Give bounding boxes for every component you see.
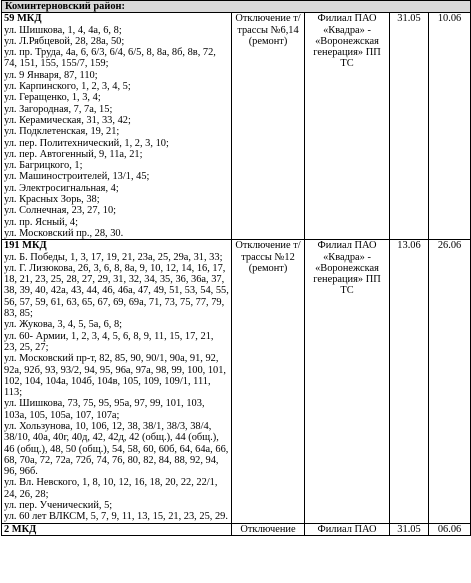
street-entry: ул. Багрицкого, 1; [4,160,83,172]
street-entry: ул. Красных Зорь, 38; [4,194,100,206]
street-entry: ул. 60- Армии, 1, 2, 3, 4, 5, 6, 8, 9, 11, 15, 17, 21, 23, 25, 27; [4,330,214,353]
end-date: 26.06 [429,240,471,523]
organization: Филиал ПАО «Квадра» - «Воронежская генерация» ПП ТС [305,240,390,523]
end-date: 10.06 [429,13,471,240]
street-entry: ул. Жукова, 3, 4, 5, 5а, 6, 8; [4,319,123,331]
street-entry: ул. пер. Автогенный, 9, 11а, 21; [4,148,143,160]
end-date: 06.06 [429,523,471,535]
shutdown-schedule-table [1,0,471,536]
street-entry: ул. пр. Ясный, 4; [4,216,78,228]
street-entry: ул. Б. Победы, 1, 3, 17, 19, 21, 23а, 25, 29а, 31, 33; [4,251,223,263]
street-entry: ул. Г. Лизюкова, 26, 3, 6, 8, 8а, 9, 10, 12, 14, 16, 17, 18, 21, 23, 25, 28, 27, 29, 31, 32, 34, 35, 36, 36а, 37, 38, 39, 40, 42а, 43, 44, 46, 46а, 47, 49, 51, 53, 54, 55, 56, 57, 59, 61, 63, 65, 67, 69, 69а, 71, 73, 75, 77, 79, 83, 85; [4,262,229,320]
start-date: 31.05 [390,13,429,240]
street-list-cell [2,13,232,240]
table-row [2,240,471,523]
building-count: 59 МКД [4,13,42,25]
street-entry: ул. Электросигнальная, 4; [4,182,119,194]
street-entry: ул. Шишкова, 73, 75, 95, 95а, 97, 99, 101, 103, 103а, 105, 105а, 107, 107а; [4,398,205,421]
street-entry: ул. Шишкова, 1, 4, 4а, 6, 8; [4,24,122,36]
street-entry: ул. Загородная, 7, 7а, 15; [4,103,113,115]
district-header: Коминтерновский район: [2,1,471,13]
street-entry: ул. Подклетенская, 19, 21; [4,126,120,138]
start-date: 31.05 [390,523,429,535]
street-entry: ул. Л.Рябцевой, 28, 28а, 50; [4,35,125,47]
building-count: 191 МКД [4,240,47,252]
shutdown-reason: Отключение т/трассы №12 (ремонт) [232,240,305,523]
organization: Филиал ПАО «Квадра» - «Воронежская генерация» ПП ТС [305,13,390,240]
street-entry: ул. Машиностроителей, 13/1, 45; [4,171,150,183]
building-count [2,523,232,535]
street-entry: ул. пер. Политехнический, 1, 2, 3, 10; [4,137,169,149]
street-entry: ул. Хользунова, 10, 106, 12, 38, 38/1, 38/3, 38/4, 38/10, 40а, 40г, 40д, 42, 42д, 42 (общ.), 44 (общ.), 46 (общ.), 48, 50 (общ.), 54, 58, 60, 60б, 64, 64а, 66, 68, 70а, 72, 72а, 72б, 74, 76, 80, 82, 84, 88, 92, 94, 96, 96б. [4,420,229,478]
street-entry: ул. пер. Ученический, 5; [4,500,113,512]
table-row [2,523,471,535]
street-entry: ул. 60 лет ВЛКСМ, 5, 7, 9, 11, 13, 15, 21, 23, 25, 29. [4,511,228,523]
organization: Филиал ПАО [305,523,390,535]
street-entry: ул. Московский пр., 28, 30. [4,227,124,239]
street-entry: ул. Вл. Невского, 1, 8, 10, 12, 16, 18, 20, 22, 22/1, 24, 26, 28; [4,477,218,500]
street-entry: ул. Керамическая, 31, 33, 42; [4,114,131,126]
table-row [2,13,471,240]
street-list-cell [2,240,232,523]
street-entry: ул. 9 Января, 87, 110; [4,69,98,81]
district-header-row [2,1,471,13]
street-entry: ул. пр. Труда, 4а, 6, 6/3, 6/4, 6/5, 8, 8а, 8б, 8в, 72, 74, 151, 155, 155/7, 159; [4,47,216,70]
building-count-label: 2 МКД [4,523,37,535]
start-date: 13.06 [390,240,429,523]
street-entry: ул. Геращенко, 1, 3, 4; [4,92,101,104]
street-entry: ул. Солнечная, 23, 27, 10; [4,205,117,217]
street-entry: ул. Карпинского, 1, 2, 3, 4, 5; [4,81,131,93]
shutdown-reason: Отключение [232,523,305,535]
street-entry: ул. Московский пр-т, 82, 85, 90, 90/1, 90а, 91, 92, 92а, 92б, 93, 93/2, 94, 95, 96а, 97а, 98, 99, 100, 101, 102, 104, 104а, 104б, 104в, 105, 109, 109/1, 111, 113; [4,353,227,399]
shutdown-reason: Отключение т/трассы №6,14 (ремонт) [232,13,305,240]
